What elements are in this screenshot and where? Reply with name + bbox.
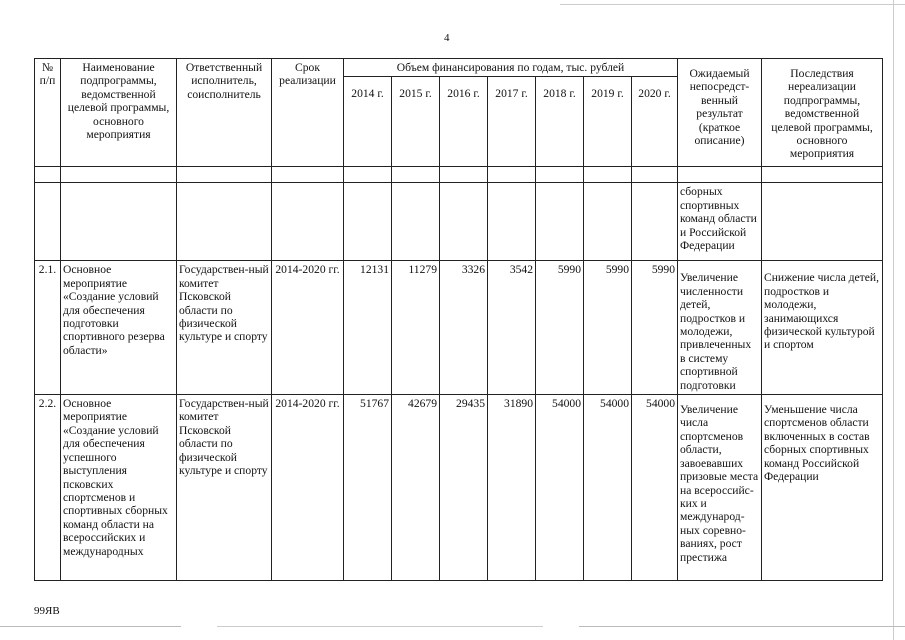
scan-edge-bottom [0,626,905,627]
row-consequence: Снижение числа детей, подростков и молодежи, занимающихся физической культурой и спортом [762,261,883,395]
row-num: 2.2. [35,395,61,581]
row-value-2017: 3542 [488,261,536,395]
page-number: 4 [444,32,450,44]
header-result: Ожидаемый непосредст-венный результат (краткое описание) [678,59,762,167]
row-value-2014: 12131 [344,261,392,395]
header-year: 2018 г. [536,77,584,167]
table-row [35,395,883,581]
blank-row [35,167,883,183]
row-executor: Государствен-ный комитет Псковской области по физической культуре и спорту [177,395,272,581]
row-value-2019: 54000 [584,395,632,581]
header-executor: Ответственный исполнитель, соисполнитель [177,59,272,167]
table-row [35,261,883,395]
program-table [34,58,883,581]
row-consequence: Уменьшение числа спортсменов области включенных в состав сборных спортивных команд Российской Федерации [762,395,883,581]
row-value-2019: 5990 [584,261,632,395]
header-name: Наименование подпрограммы, ведомственной целевой программы, основного мероприятия [61,59,177,167]
document-code: 99ЯВ [34,605,60,617]
row-result: Увеличение численности детей, подростков и молодежи, привлеченных в систему спортивной подготовки [678,261,762,395]
row-num: 2.1. [35,261,61,395]
header-funding: Объем финансирования по годам, тыс. рублей [344,59,678,77]
row-value-2016: 29435 [440,395,488,581]
header-year: 2020 г. [632,77,678,167]
row-value-2014: 51767 [344,395,392,581]
scan-edge-right [893,0,894,640]
header-year: 2017 г. [488,77,536,167]
header-num: № п/п [35,59,61,167]
header-row-1 [35,59,883,77]
header-year: 2015 г. [392,77,440,167]
carryover-row [35,183,883,261]
row-executor: Государствен-ный комитет Псковской области по физической культуре и спорту [177,261,272,395]
row-result: Увеличение числа спортсменов области, завоевавших призовые места на всероссийс-ких и международ-ных соревно-ваниях, рост престижа [678,395,762,581]
row-name: Основное мероприятие «Создание условий для обеспечения успешного выступления псковских спортсменов и спортивных сборных команд области на всероссийских и международных [61,395,177,581]
row-value-2017: 31890 [488,395,536,581]
header-year: 2016 г. [440,77,488,167]
row-value-2018: 54000 [536,395,584,581]
row-term: 2014-2020 гг. [272,261,344,395]
row-value-2020: 5990 [632,261,678,395]
row-value-2015: 11279 [392,261,440,395]
row-value-2018: 5990 [536,261,584,395]
header-year: 2014 г. [344,77,392,167]
row-value-2015: 42679 [392,395,440,581]
carryover-result: сборных спортивных команд области и Российской Федерации [678,183,762,261]
header-year: 2019 г. [584,77,632,167]
scan-edge-top [560,4,905,5]
row-term: 2014-2020 гг. [272,395,344,581]
row-value-2020: 54000 [632,395,678,581]
header-term: Срок реализации [272,59,344,167]
row-name: Основное мероприятие «Создание условий для обеспечения подготовки спортивного резерва области» [61,261,177,395]
row-value-2016: 3326 [440,261,488,395]
header-consequence: Последствия нереализации подпрограммы, ведомственной целевой программы, основного мероприятия [762,59,883,167]
